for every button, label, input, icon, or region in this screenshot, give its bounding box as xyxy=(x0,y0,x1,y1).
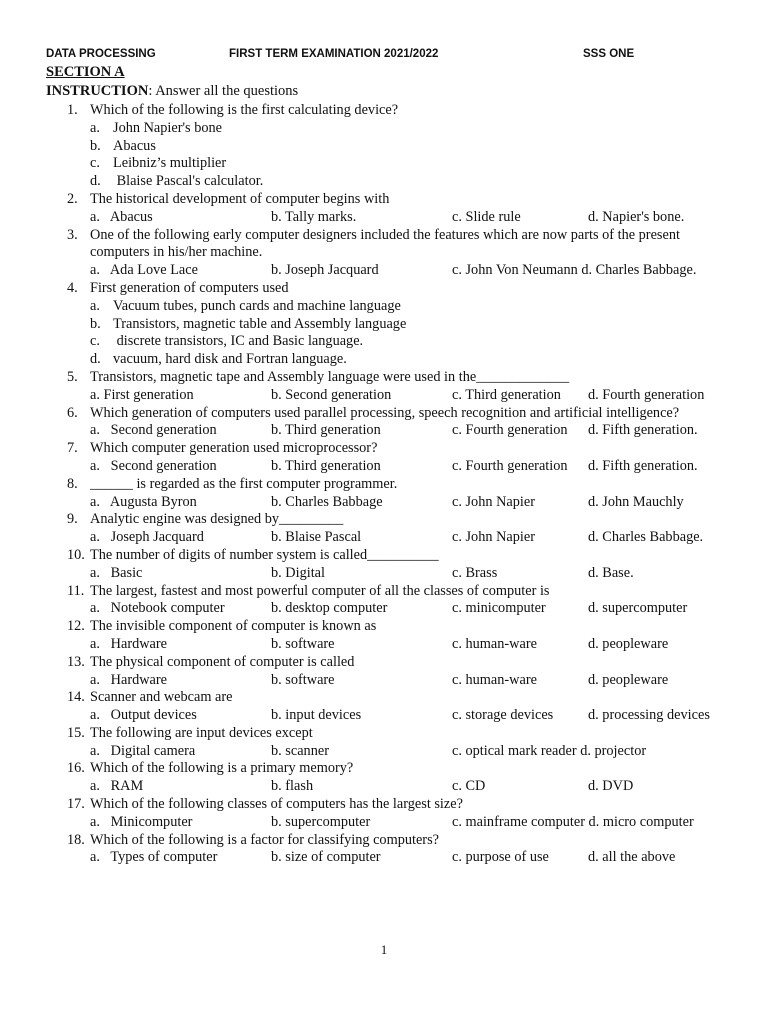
option-d: d. Fifth generation. xyxy=(588,422,698,439)
question-line xyxy=(0,725,768,743)
option-c: c. mainframe computer d. micro computer xyxy=(452,813,694,830)
option-a: a. First generation xyxy=(90,386,194,403)
option-item xyxy=(0,333,768,351)
question-text: The invisible component of computer is known as xyxy=(90,618,377,635)
option-d: d. John Mauchly xyxy=(588,493,684,510)
question-text: The number of digits of number system is called__________ xyxy=(90,546,439,563)
option-b: b. Third generation xyxy=(271,422,381,439)
question-18 xyxy=(0,832,768,868)
question-text: Which generation of computers used parallel processing, speech recognition and artificial intelligence? xyxy=(90,404,680,421)
page-number: 1 xyxy=(380,942,388,957)
option-d: d. Fourth generation xyxy=(588,386,705,403)
question-17 xyxy=(0,796,768,832)
question-number: 18. xyxy=(67,831,85,848)
options-row xyxy=(0,529,768,547)
option-d: d. Fifth generation. xyxy=(588,457,698,474)
option-d: d. supercomputer xyxy=(588,600,688,617)
question-1 xyxy=(0,102,768,191)
question-text: Which of the following classes of computers has the largest size? xyxy=(90,796,463,813)
option-text: John Napier's bone xyxy=(113,119,222,136)
question-8 xyxy=(0,476,768,512)
question-6 xyxy=(0,405,768,441)
option-b: b. Charles Babbage xyxy=(271,493,383,510)
question-line xyxy=(0,832,768,850)
options-row xyxy=(0,458,768,476)
question-number: 5. xyxy=(67,368,78,385)
question-line xyxy=(0,191,768,209)
option-letter: d. xyxy=(90,173,101,190)
option-c: c. Brass xyxy=(452,564,498,581)
option-b: b. Joseph Jacquard xyxy=(271,262,379,279)
question-number: 7. xyxy=(67,440,78,457)
options-row xyxy=(0,672,768,690)
option-d: d. peopleware xyxy=(588,635,669,652)
option-b: b. Third generation xyxy=(271,457,381,474)
options-row xyxy=(0,422,768,440)
option-a: a. RAM xyxy=(90,778,144,795)
option-a: a. Second generation xyxy=(90,422,217,439)
option-text: Blaise Pascal's calculator. xyxy=(113,173,264,190)
question-line xyxy=(0,654,768,672)
option-c: c. human-ware xyxy=(452,671,537,688)
questions-list xyxy=(0,102,768,867)
question-13 xyxy=(0,654,768,690)
option-letter: b. xyxy=(90,315,101,332)
option-b: b. Blaise Pascal xyxy=(271,529,362,546)
option-a: a. Hardware xyxy=(90,635,167,652)
question-number: 13. xyxy=(67,653,85,670)
question-line xyxy=(0,476,768,494)
question-number: 6. xyxy=(67,404,78,421)
option-letter: c. xyxy=(90,155,100,172)
option-c: c. storage devices xyxy=(452,707,554,724)
option-a: a. Basic xyxy=(90,564,143,581)
option-a: a. Minicomputer xyxy=(90,813,193,830)
question-line xyxy=(0,369,768,387)
option-b: b. Tally marks. xyxy=(271,208,357,225)
option-a: a. Output devices xyxy=(90,707,197,724)
options-row xyxy=(0,262,768,280)
question-text: First generation of computers used xyxy=(90,279,289,296)
option-letter: d. xyxy=(90,351,101,368)
question-11 xyxy=(0,583,768,619)
option-a: a. Second generation xyxy=(90,457,217,474)
option-a: a. Notebook computer xyxy=(90,600,225,617)
question-line xyxy=(0,440,768,458)
options-row xyxy=(0,849,768,867)
option-b: b. software xyxy=(271,635,335,652)
option-d: d. Charles Babbage. xyxy=(588,529,704,546)
option-text: Vacuum tubes, punch cards and machine language xyxy=(113,297,401,314)
option-b: b. supercomputer xyxy=(271,813,371,830)
option-c: c. Third generation xyxy=(452,386,561,403)
question-line xyxy=(0,102,768,120)
question-text: Which computer generation used microprocessor? xyxy=(90,440,378,457)
option-a: a. Types of computer xyxy=(90,849,218,866)
question-7 xyxy=(0,440,768,476)
option-b: b. Digital xyxy=(271,564,326,581)
option-c: c. Slide rule xyxy=(452,208,521,225)
option-c: c. optical mark reader d. projector xyxy=(452,742,647,759)
option-letter: a. xyxy=(90,119,100,136)
question-text: The historical development of computer begins with xyxy=(90,190,390,207)
section-heading: SECTION A xyxy=(46,64,125,80)
option-d: d. Napier's bone. xyxy=(588,208,685,225)
question-12 xyxy=(0,618,768,654)
option-a: a. Hardware xyxy=(90,671,167,688)
option-letter: c. xyxy=(90,333,100,350)
option-c: c. Fourth generation xyxy=(452,457,568,474)
option-item xyxy=(0,155,768,173)
question-line xyxy=(0,244,768,262)
question-5 xyxy=(0,369,768,405)
question-line xyxy=(0,547,768,565)
question-10 xyxy=(0,547,768,583)
option-a: a. Joseph Jacquard xyxy=(90,529,204,546)
question-text: One of the following early computer designers included the features which are now parts of the present xyxy=(90,226,680,243)
question-14 xyxy=(0,689,768,725)
question-number: 10. xyxy=(67,546,85,563)
option-letter: b. xyxy=(90,137,101,154)
option-text: Abacus xyxy=(113,137,156,154)
question-line xyxy=(0,511,768,529)
question-line xyxy=(0,760,768,778)
option-c: c. John Napier xyxy=(452,529,535,546)
question-number: 1. xyxy=(67,102,78,118)
option-item xyxy=(0,120,768,138)
question-line xyxy=(0,227,768,245)
options-row xyxy=(0,387,768,405)
option-c: c. human-ware xyxy=(452,635,537,652)
question-text: Analytic engine was designed by_________ xyxy=(90,511,344,528)
question-line xyxy=(0,689,768,707)
question-9 xyxy=(0,511,768,547)
question-4 xyxy=(0,280,768,369)
option-d: d. DVD xyxy=(588,778,634,795)
options-row xyxy=(0,209,768,227)
option-item xyxy=(0,351,768,369)
question-text: Transistors, magnetic tape and Assembly language were used in the_____________ xyxy=(90,368,570,385)
option-item xyxy=(0,173,768,191)
options-row xyxy=(0,565,768,583)
question-line xyxy=(0,796,768,814)
option-a: a. Augusta Byron xyxy=(90,493,197,510)
question-number: 4. xyxy=(67,279,78,296)
option-b: b. size of computer xyxy=(271,849,381,866)
options-row xyxy=(0,814,768,832)
option-d: d. processing devices xyxy=(588,707,710,724)
option-item xyxy=(0,138,768,156)
option-c: c. purpose of use xyxy=(452,849,549,866)
option-item xyxy=(0,316,768,334)
question-text: The largest, fastest and most powerful computer of all the classes of computer is xyxy=(90,582,550,599)
question-number: 9. xyxy=(67,511,78,528)
option-c: c. John Napier xyxy=(452,493,535,510)
question-3 xyxy=(0,227,768,280)
option-item xyxy=(0,298,768,316)
option-d: d. all the above xyxy=(588,849,676,866)
option-text: vacuum, hard disk and Fortran language. xyxy=(113,351,347,368)
option-b: b. desktop computer xyxy=(271,600,388,617)
option-text: discrete transistors, IC and Basic language. xyxy=(113,333,364,350)
question-number: 8. xyxy=(67,475,78,492)
question-number: 17. xyxy=(67,796,85,813)
option-c: c. minicomputer xyxy=(452,600,546,617)
header-subject: DATA PROCESSING xyxy=(46,48,156,60)
question-number: 11. xyxy=(67,582,85,599)
question-line xyxy=(0,405,768,423)
question-text: The physical component of computer is called xyxy=(90,653,355,670)
option-b: b. flash xyxy=(271,778,314,795)
options-row xyxy=(0,743,768,761)
option-c: c. John Von Neumann d. Charles Babbage. xyxy=(452,262,697,279)
options-row xyxy=(0,707,768,725)
question-text: Which of the following is a primary memory? xyxy=(90,760,354,777)
header-class: SSS ONE xyxy=(583,48,635,60)
question-text: computers in his/her machine. xyxy=(90,244,263,261)
question-text: The following are input devices except xyxy=(90,724,313,741)
option-d: d. Base. xyxy=(588,564,634,581)
question-number: 2. xyxy=(67,190,78,207)
question-line xyxy=(0,280,768,298)
instruction xyxy=(46,83,298,100)
question-number: 12. xyxy=(67,618,85,635)
options-row xyxy=(0,636,768,654)
question-number: 14. xyxy=(67,689,85,706)
question-text: Which of the following is the first calculating device? xyxy=(90,102,399,118)
instruction-label: INSTRUCTION xyxy=(46,83,149,99)
option-b: b. Second generation xyxy=(271,386,392,403)
question-line xyxy=(0,583,768,601)
instruction-text: : Answer all the questions xyxy=(148,83,299,99)
question-2 xyxy=(0,191,768,227)
option-a: a. Digital camera xyxy=(90,742,196,759)
options-row xyxy=(0,778,768,796)
option-b: b. software xyxy=(271,671,335,688)
option-c: c. Fourth generation xyxy=(452,422,568,439)
question-number: 16. xyxy=(67,760,85,777)
question-number: 15. xyxy=(67,724,85,741)
question-text: Which of the following is a factor for classifying computers? xyxy=(90,831,439,848)
question-line xyxy=(0,618,768,636)
option-text: Leibniz’s multiplier xyxy=(113,155,227,172)
option-a: a. Abacus xyxy=(90,208,153,225)
question-15 xyxy=(0,725,768,761)
option-b: b. scanner xyxy=(271,742,329,759)
question-16 xyxy=(0,760,768,796)
option-c: c. CD xyxy=(452,778,486,795)
option-b: b. input devices xyxy=(271,707,362,724)
option-letter: a. xyxy=(90,297,100,314)
options-row xyxy=(0,600,768,618)
question-number: 3. xyxy=(67,226,78,243)
option-d: d. peopleware xyxy=(588,671,669,688)
header-exam-title: FIRST TERM EXAMINATION 2021/2022 xyxy=(229,48,439,60)
options-row xyxy=(0,494,768,512)
question-text: ______ is regarded as the first computer programmer. xyxy=(90,475,398,492)
option-a: a. Ada Love Lace xyxy=(90,262,198,279)
option-text: Transistors, magnetic table and Assembly language xyxy=(113,315,407,332)
question-text: Scanner and webcam are xyxy=(90,689,233,706)
